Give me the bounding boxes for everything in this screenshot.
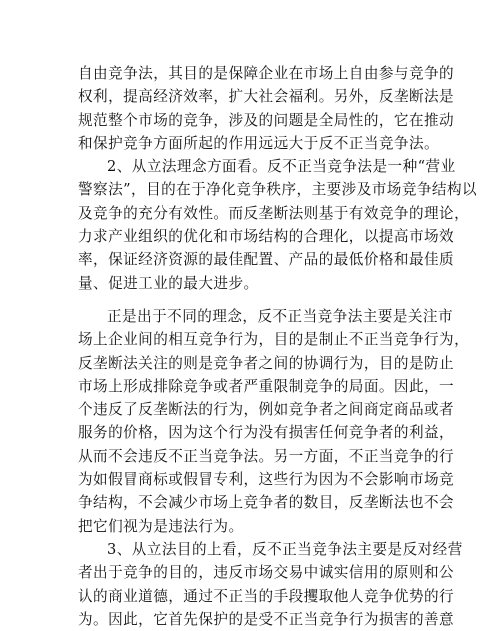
text-line: 个违反了反垄断法的行为，例如竞争者之间商定商品或者 bbox=[78, 401, 455, 419]
text-line: 为。因此，它首先保护的是受不正当竞争行为损害的善意 bbox=[78, 610, 455, 628]
text-line: 权利，提高经济效率，扩大社会福利。另外，反垄断法是 bbox=[78, 88, 455, 106]
text-line: 量、促进工业的最大进步。 bbox=[78, 274, 259, 292]
text-line: 服务的价格，因为这个行为没有损害任何竞争者的利益， bbox=[78, 424, 455, 442]
text-line: 认的商业道德，通过不正当的手段攫取他人竞争优势的行 bbox=[78, 587, 455, 605]
text-line: 警察法”，目的在于净化竞争秩序，主要涉及市场竞争结构以 bbox=[78, 181, 478, 199]
text-line: 反垄断法关注的则是竞争者之间的协调行为，目的是防止 bbox=[78, 354, 455, 372]
text-line: 场上企业间的相互竞争行为，目的是制止不正当竞争行为， bbox=[78, 331, 470, 349]
text-line: 规范整个市场的竞争，涉及的问题是全局性的，它在推动 bbox=[78, 111, 455, 129]
paragraph-1 bbox=[78, 62, 455, 155]
text-line: 力求产业组织的优化和市场结构的合理化，以提高市场效 bbox=[78, 228, 455, 246]
text-line: 为如假冒商标或假冒专利，这些行为因为不会影响市场竞 bbox=[78, 471, 455, 489]
paragraph-spacer bbox=[78, 295, 423, 305]
text-line: 市场上形成排除竞争或者严重限制竞争的局面。因此，一 bbox=[78, 377, 455, 395]
text-line: 者出于竞争的目的，违反市场交易中诚实信用的原则和公 bbox=[78, 564, 455, 582]
document-body bbox=[78, 62, 478, 631]
text-line: 和保护竞争方面所起的作用远远大于反不正当竞争法。 bbox=[78, 134, 440, 152]
text-line: 争结构，不会减少市场上竞争者的数目，反垄断法也不会 bbox=[78, 494, 455, 512]
text-line: 3、从立法目的上看，反不正当竞争法主要是反对经营 bbox=[107, 540, 463, 558]
text-line: 2、从立法理念方面看。反不正当竞争法是一种“营业 bbox=[107, 158, 456, 176]
text-line: 正是出于不同的理念，反不正当竞争法主要是关注市 bbox=[107, 307, 454, 325]
text-line: 自由竞争法，其目的是保障企业在市场上自由参与竞争的 bbox=[78, 65, 455, 82]
paragraph-4 bbox=[78, 538, 463, 631]
text-line: 及竞争的充分有效性。而反垄断法则基于有效竞争的理论， bbox=[78, 204, 470, 222]
paragraph-2 bbox=[78, 155, 478, 295]
paragraph-3 bbox=[78, 305, 470, 538]
text-line: 率，保证经济资源的最佳配置、产品的最低价格和最佳质 bbox=[78, 251, 455, 269]
text-line: 把它们视为是违法行为。 bbox=[78, 517, 244, 535]
text-line: 从而不会违反不正当竞争法。另一方面，不正当竞争的行 bbox=[78, 447, 455, 465]
